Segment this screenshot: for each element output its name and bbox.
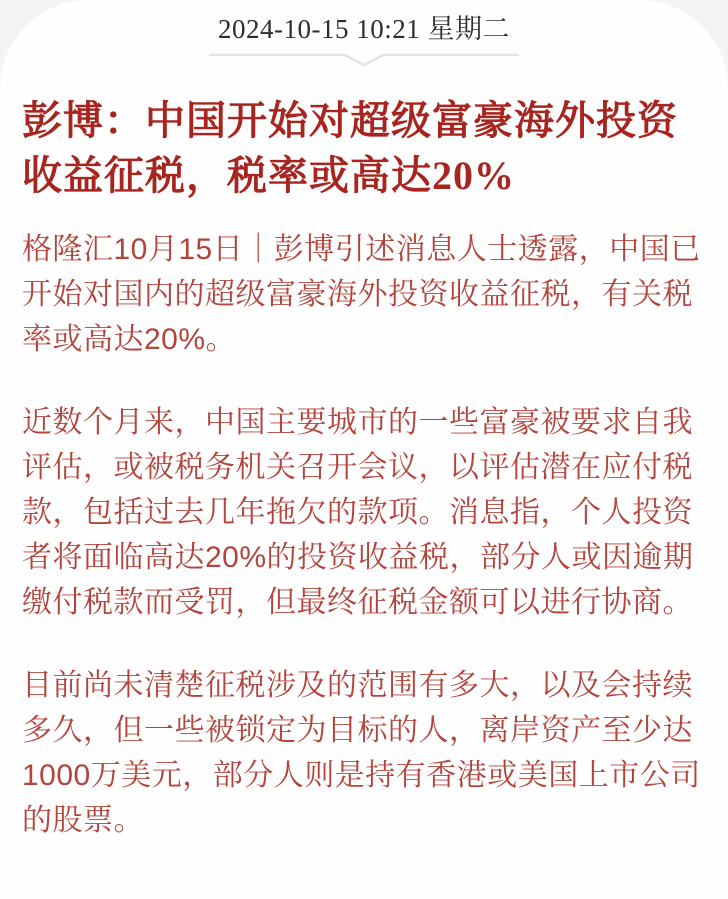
article-title: 彭博：中国开始对超级富豪海外投资收益征税，税率或高达20%: [22, 98, 678, 198]
article-paragraph: 格隆汇10月15日｜彭博引述消息人士透露，中国已开始对国内的超级富豪海外投资收益征税，有关税率或高达20%。: [22, 233, 701, 356]
article-paragraph: 近数个月来，中国主要城市的一些富豪被要求自我评估，或被税务机关召开会议，以评估潜在应付税款，包括过去几年拖欠的款项。消息指，个人投资者将面临高达20%的投资收益税，部分人或因逾期缴付税款而受罚，但最终征税金额可以进行协商。: [22, 406, 694, 619]
article-body: [0, 93, 728, 843]
article-datetime: 2024-10-15 10:21 星期二: [218, 14, 510, 44]
article-header: [0, 0, 728, 69]
header-divider: [0, 51, 728, 69]
article-paragraph: 目前尚未清楚征税涉及的范围有多大，以及会持续多久，但一些被锁定为目标的人，离岸资产至少达1000万美元，部分人则是持有香港或美国上市公司的股票。: [22, 669, 701, 837]
chevron-down-icon: [209, 51, 519, 69]
divider-path: [210, 55, 518, 65]
